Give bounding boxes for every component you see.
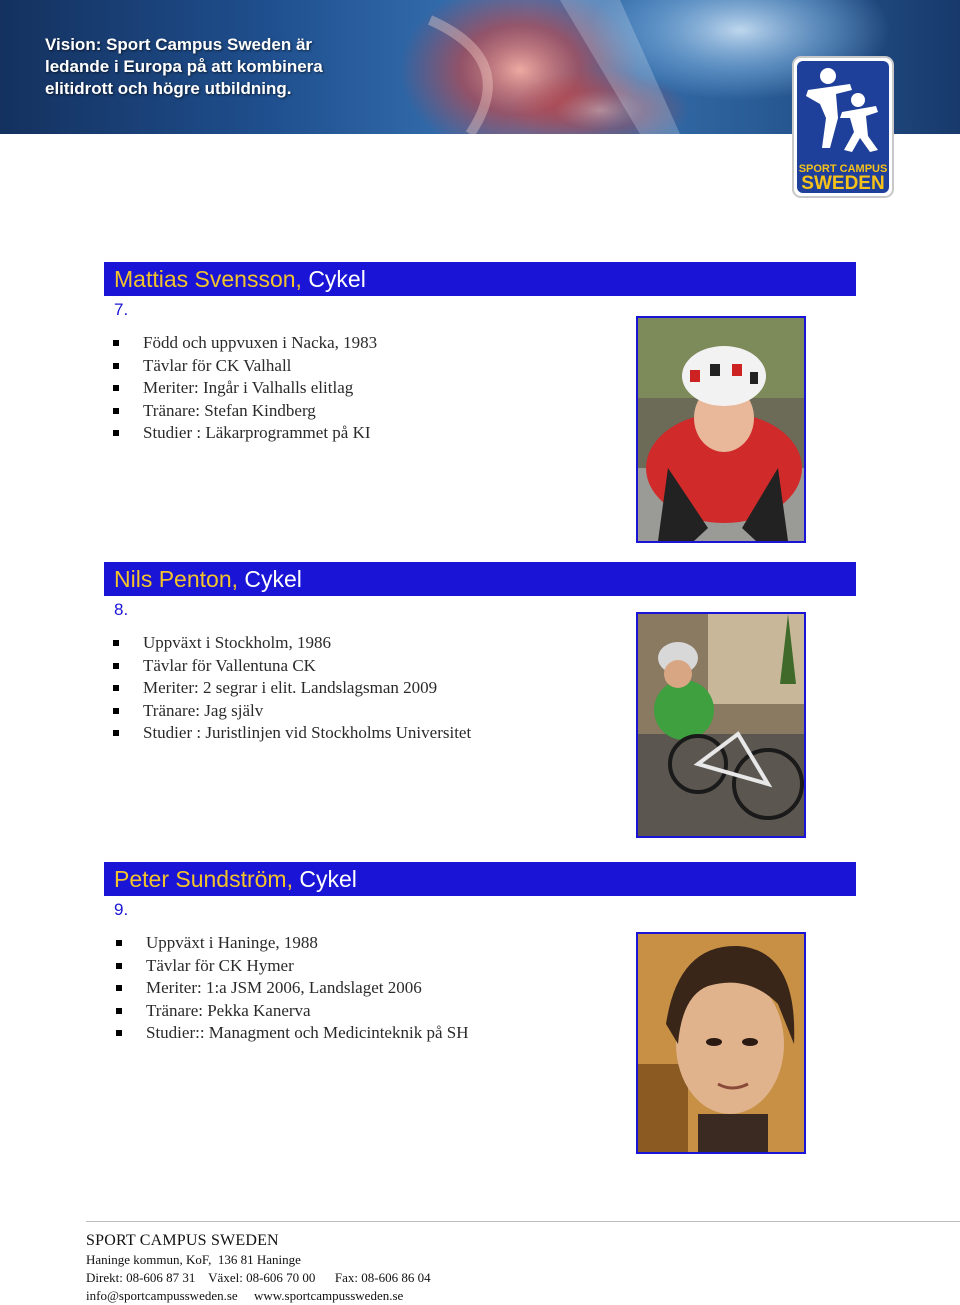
athlete-title-bar (104, 262, 856, 296)
athlete-title-bar (104, 562, 856, 596)
sport-campus-sweden-logo (792, 56, 894, 198)
fact-item: Studier:: Managment och Medicinteknik på SH (107, 1022, 856, 1045)
fact-item: Studier : Juristlinjen vid Stockholms Universitet (104, 722, 856, 745)
footer-org-name: SPORT CAMPUS SWEDEN (86, 1232, 279, 1249)
banner-line-1: Vision: Sport Campus Sweden är (45, 35, 313, 54)
fact-item: Tävlar för Vallentuna CK (104, 655, 856, 678)
athlete-title-bar (104, 862, 856, 896)
fact-item: Tävlar för CK Hymer (107, 955, 856, 978)
fact-item: Meriter: 2 segrar i elit. Landslagsman 2009 (104, 677, 856, 700)
athlete-sport: Cykel (244, 566, 302, 592)
fact-item: Tränare: Stefan Kindberg (104, 400, 856, 423)
fact-item: Född och uppvuxen i Nacka, 1983 (104, 332, 856, 355)
fact-item: Uppväxt i Stockholm, 1986 (104, 632, 856, 655)
footer-divider (86, 1221, 960, 1222)
athlete-number: 9. (114, 900, 129, 919)
fact-item: Tränare: Jag själv (104, 700, 856, 723)
athlete-photo (636, 316, 806, 543)
fact-item: Tränare: Pekka Kanerva (107, 1000, 856, 1023)
athlete-sport: Cykel (308, 266, 366, 292)
footer-web: info@sportcampussweden.se www.sportcampussweden.se (86, 1288, 404, 1303)
fact-item: Studier : Läkarprogrammet på KI (104, 422, 856, 445)
athlete-photo (636, 932, 806, 1154)
athlete-number: 8. (114, 600, 129, 619)
athlete-name: Mattias Svensson, (114, 266, 302, 292)
banner-line-2: ledande i Europa på att kombinera (45, 57, 323, 76)
footer (86, 1231, 431, 1305)
athlete-sport: Cykel (299, 866, 357, 892)
fact-item: Uppväxt i Haninge, 1988 (107, 932, 856, 955)
footer-address: Haninge kommun, KoF, 136 81 Haninge (86, 1252, 301, 1267)
athlete-photo (636, 612, 806, 838)
logo-text-line2: SWEDEN (801, 173, 885, 194)
fact-item: Meriter: Ingår i Valhalls elitlag (104, 377, 856, 400)
athlete-name: Nils Penton, (114, 566, 239, 592)
banner-line-3: elitidrott och högre utbildning. (45, 79, 292, 98)
footer-phones: Direkt: 08-606 87 31 Växel: 08-606 70 00 Fax: 08-606 86 04 (86, 1270, 431, 1285)
athlete-name: Peter Sundström, (114, 866, 293, 892)
fact-item: Tävlar för CK Valhall (104, 355, 856, 378)
fact-item: Meriter: 1:a JSM 2006, Landslaget 2006 (107, 977, 856, 1000)
logo-text-line1: SPORT CAMPUS (798, 163, 888, 175)
athlete-number: 7. (114, 300, 129, 319)
